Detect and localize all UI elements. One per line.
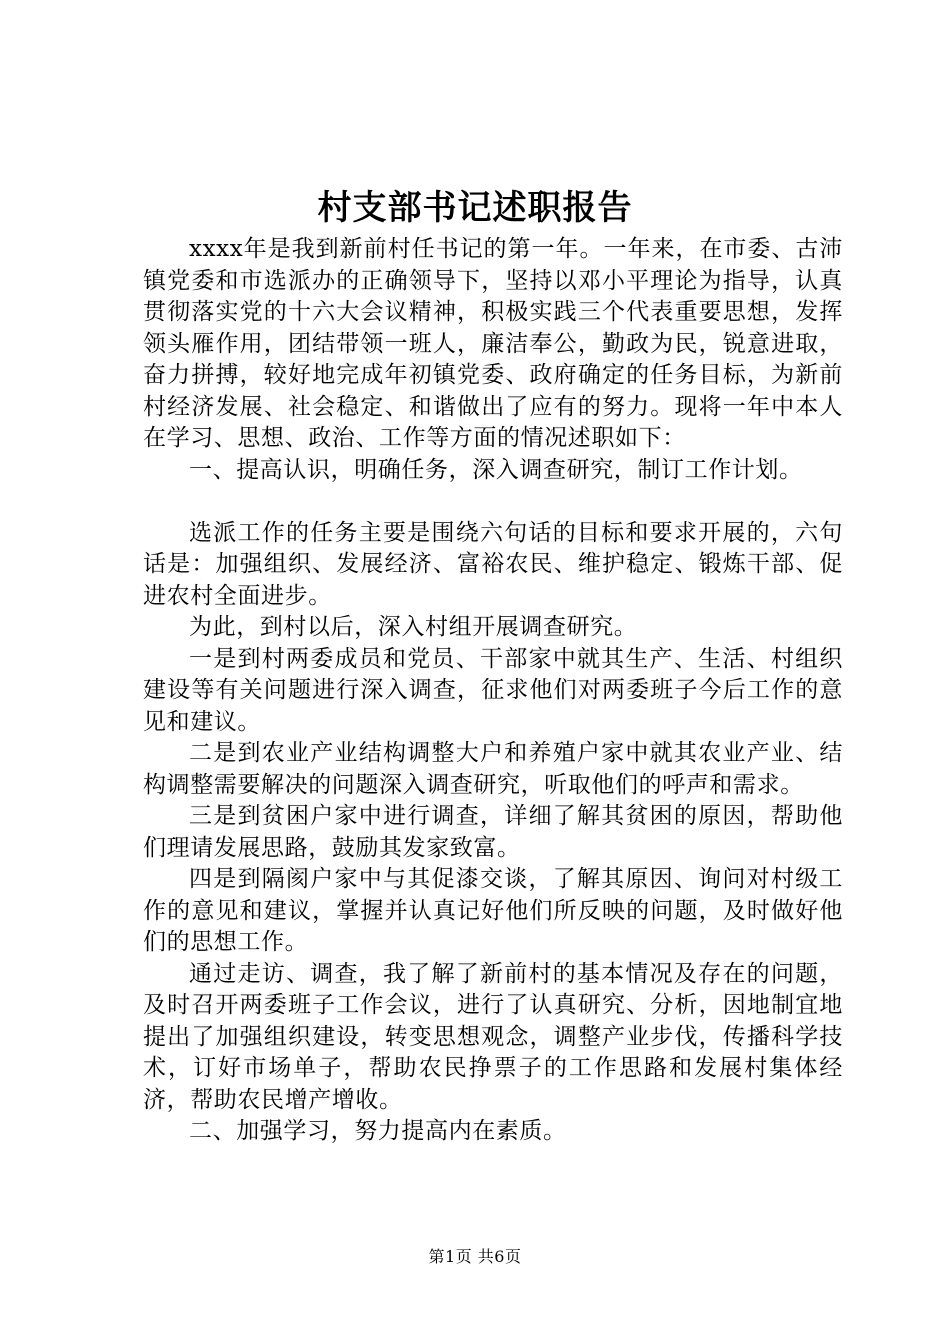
paragraph: 为此，到村以后，深入村组开展调查研究。 (189, 614, 638, 640)
page-number-footer: 第1页 共6页 (428, 1247, 522, 1266)
section-heading-1: 一、提高认识，明确任务，深入调查研究，制订工作计划。 (189, 456, 803, 483)
paragraph: 四是到隔阂户家中与其促漆交谈，了解其原因、询问对村级工作的意见和建议，掌握并认真记好他们所反映的问题，及时做好他们的思想工作。 (143, 866, 843, 955)
paragraph-intro: xxxx年是我到新前村任书记的第一年。一年来，在市委、古沛镇党委和市选派办的正确领导下，坚持以邓小平理论为指导，认真贯彻落实党的十六大会议精神，积极实践三个代表重要思想，发挥领头雁作用，团结带领一班人，廉洁奉公，勤政为民，锐意进取，奋力拼搏，较好地完成年初镇党委、政府确定的任务目标，为新前村经济发展、社会稳定、和谐做出了应有的努力。现将一年中本人在学习、思想、政治、工作等方面的情况述职如下： (143, 236, 843, 451)
paragraph: 一是到村两委成员和党员、干部家中就其生产、生活、村组织建设等有关问题进行深入调查，征求他们对两委班子今后工作的意见和建议。 (143, 645, 843, 735)
paragraph: 选派工作的任务主要是围绕六句话的目标和要求开展的，六句话是：加强组织、发展经济、富裕农民、维护稳定、锻炼干部、促进农村全面进步。 (143, 519, 843, 609)
paragraph: 三是到贫困户家中进行调查，详细了解其贫困的原因，帮助他们理请发展思路，鼓励其发家致富。 (143, 803, 843, 861)
section-heading-2: 二、加强学习，努力提高内在素质。 (189, 1118, 567, 1144)
paragraph: 通过走访、调查，我了解了新前村的基本情况及存在的问题，及时召开两委班子工作会议，进行了认真研究、分析，因地制宜地提出了加强组织建设，转变思想观念，调整产业步伐，传播科学技术，订好市场单子，帮助农民挣票子的工作思路和发展村集体经济，帮助农民增产增收。 (143, 960, 843, 1113)
paragraph: 二是到农业产业结构调整大户和养殖户家中就其农业产业、结构调整需要解决的问题深入调查研究，听取他们的呼声和需求。 (143, 740, 843, 798)
document-title: 村支部书记述职报告 (317, 188, 633, 228)
document-body (143, 234, 843, 1148)
